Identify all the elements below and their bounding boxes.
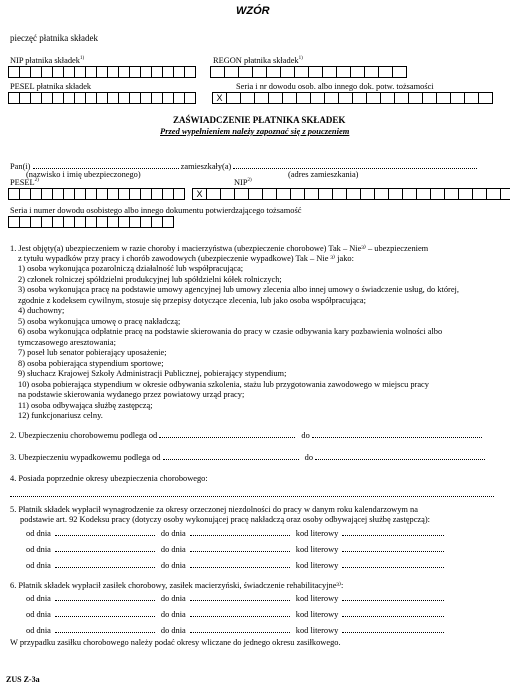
insurance-title-item: 4) duchowny; (18, 306, 65, 315)
char-box[interactable] (108, 66, 119, 78)
insured-nip-label: NIP$^{2)}$ (234, 178, 252, 187)
char-box[interactable] (75, 66, 86, 78)
period-row (26, 527, 450, 539)
char-box[interactable] (42, 216, 53, 228)
insured-pesel-label: PESEL$^{2)}$ (10, 178, 39, 187)
insurance-title-item: 11) osoba odbywająca służbę zastępczą; (18, 400, 153, 410)
char-box[interactable] (108, 188, 119, 200)
insured-id-series-grid[interactable] (8, 216, 174, 228)
insurance-title-item: na podstawie skierowania wydanego przez powiatowy urząd pracy; (18, 390, 245, 399)
payer-series-label: Seria i nr dowodu osob. albo innego dok. potw. tożsamości (236, 82, 434, 91)
char-box[interactable] (163, 92, 174, 104)
char-box[interactable] (64, 188, 75, 200)
char-box[interactable] (311, 92, 325, 104)
insured-name-hint: (nazwisko i imię ubezpieczonego) (26, 170, 141, 179)
char-box[interactable] (353, 92, 367, 104)
char-box[interactable] (108, 216, 119, 228)
char-box[interactable] (9, 188, 20, 200)
sickness-to-field[interactable] (312, 429, 482, 438)
period-to-label: do dnia (160, 610, 186, 619)
insured-name-field[interactable] (33, 160, 179, 169)
char-box[interactable] (9, 216, 20, 228)
char-box[interactable] (75, 92, 86, 104)
char-box[interactable] (75, 216, 86, 228)
document-title: ZAŚWIADCZENIE PŁATNIKA SKŁADEK (173, 115, 346, 125)
char-box[interactable] (86, 66, 97, 78)
char-box[interactable] (53, 188, 64, 200)
insured-nip-grid[interactable] (192, 188, 510, 200)
char-box[interactable] (227, 92, 241, 104)
char-box[interactable] (395, 92, 409, 104)
char-box[interactable] (119, 66, 130, 78)
char-box[interactable] (152, 66, 163, 78)
period-from-label: od dnia (26, 561, 51, 570)
insurance-title-item: 6) osoba wykonująca odpłatnie pracę na podstawie skierowania do pracy w czasie odbywania kary pozbawienia wolności albo (18, 327, 443, 336)
letter-code-field[interactable] (342, 543, 444, 552)
period-to-label: do dnia (160, 594, 186, 603)
period-to-field[interactable] (190, 624, 290, 633)
char-box[interactable] (465, 92, 479, 104)
char-box[interactable] (451, 92, 465, 104)
footer-note: W przypadku zasiłku chorobowego należy podać okresy wliczane do jednego okresu zasiłkowego. (10, 638, 341, 647)
char-box[interactable] (409, 92, 423, 104)
char-box[interactable] (487, 188, 501, 200)
insurance-title-item: 3) osoba wykonująca pracę na podstawie umowy agencyjnej lub umowy zlecenia albo innej umowy o świadczenie usług, do której, (18, 285, 459, 294)
payer-pesel-label: PESEL płatnika składek (10, 82, 92, 91)
char-box[interactable] (281, 66, 295, 78)
period-row (26, 592, 450, 604)
letter-code-field[interactable] (342, 592, 444, 601)
char-box[interactable] (185, 66, 196, 78)
char-box[interactable] (445, 188, 459, 200)
accident-insurance-row: 3. Ubezpieczeniu wypadkowemu podlega od do (10, 451, 485, 463)
period-from-label: od dnia (26, 529, 51, 538)
char-box[interactable] (291, 188, 305, 200)
document-instruction: Przed wypełnieniem należy zapoznać się z pouczeniem (160, 126, 350, 136)
section5-line1: 5. Płatnik składek wypłacił wynagrodzenie za okresy orzeczonej niezdolności do pracy w danym roku kalendarzowym na (10, 505, 418, 514)
char-box[interactable] (9, 92, 20, 104)
section5-line2: podstawie art. 92 Kodeksu pracy (dotyczy osoby wykonującej pracę nakładczą oraz osoby odbywającej służbę zastępczą): (20, 515, 430, 524)
period-to-field[interactable] (190, 559, 290, 568)
letter-code-label: kod literowy (295, 545, 339, 554)
period-to-field[interactable] (190, 527, 290, 536)
char-box[interactable] (75, 188, 86, 200)
char-box[interactable] (31, 188, 42, 200)
insured-id-series-label: Seria i numer dowodu osobistego albo innego dokumentu potwierdzającego tożsamość (10, 206, 302, 215)
char-box[interactable] (479, 92, 493, 104)
period-from-label: od dnia (26, 610, 51, 619)
char-box[interactable] (64, 66, 75, 78)
char-box[interactable] (417, 188, 431, 200)
payer-regon-grid[interactable] (210, 66, 407, 78)
char-box[interactable] (130, 92, 141, 104)
char-box[interactable] (253, 66, 267, 78)
accident-to-field[interactable] (315, 451, 485, 460)
insurance-title-item: 9) słuchacz Krajowej Szkoły Administracji Publicznej, pobierający stypendium; (18, 369, 287, 378)
char-box[interactable] (31, 92, 42, 104)
insurance-title-item: tymczasowego aresztowania; (18, 337, 116, 347)
period-from-label: od dnia (26, 545, 51, 554)
char-box[interactable] (163, 216, 174, 228)
form-title: WZÓR (236, 5, 270, 17)
char-box[interactable] (297, 92, 311, 104)
period-from-field[interactable] (55, 559, 155, 568)
char-box[interactable] (423, 92, 437, 104)
char-box[interactable] (119, 216, 130, 228)
payer-pesel-grid[interactable] (8, 92, 196, 104)
char-box[interactable] (333, 188, 347, 200)
char-box[interactable] (141, 216, 152, 228)
char-box[interactable] (381, 92, 395, 104)
section1-intro-line1: 1. Jest objęty(a) ubezpieczeniem w razie choroby i macierzyństwa (ubezpieczenie chorobowe) Tak – Nie³⁾ – ubezpieczeniem (10, 244, 429, 253)
char-box[interactable] (163, 66, 174, 78)
char-box[interactable] (431, 188, 445, 200)
char-box[interactable] (255, 92, 269, 104)
char-box[interactable] (174, 92, 185, 104)
period-from-field[interactable] (55, 624, 155, 633)
period-from-field[interactable] (55, 543, 155, 552)
char-box[interactable] (86, 188, 97, 200)
char-box[interactable] (119, 92, 130, 104)
char-box[interactable] (9, 66, 20, 78)
char-box[interactable] (403, 188, 417, 200)
char-box[interactable] (319, 188, 333, 200)
char-box[interactable] (361, 188, 375, 200)
marked-char-box[interactable]: X (213, 92, 227, 104)
char-box[interactable] (108, 92, 119, 104)
char-box[interactable] (42, 92, 53, 104)
char-box[interactable] (31, 216, 42, 228)
char-box[interactable] (269, 92, 283, 104)
period-to-label: do dnia (160, 626, 186, 635)
char-box[interactable] (263, 188, 277, 200)
char-box[interactable] (130, 188, 141, 200)
previous-periods-row (10, 488, 494, 500)
insurance-title-list (18, 264, 488, 422)
insurance-title-item: 12) funkcjonariusz celny. (18, 411, 103, 420)
char-box[interactable] (97, 188, 108, 200)
char-box[interactable] (141, 66, 152, 78)
char-box[interactable] (393, 66, 407, 78)
payer-nip-grid[interactable] (8, 66, 196, 78)
char-box[interactable] (152, 216, 163, 228)
char-box[interactable] (174, 188, 185, 200)
char-box[interactable] (437, 92, 451, 104)
char-box[interactable] (31, 66, 42, 78)
char-box[interactable] (130, 216, 141, 228)
period-to-label: do dnia (160, 561, 186, 570)
previous-periods-field[interactable] (10, 488, 494, 497)
char-box[interactable] (365, 66, 379, 78)
period-to-field[interactable] (190, 592, 290, 601)
char-box[interactable] (325, 92, 339, 104)
letter-code-label: kod literowy (295, 529, 339, 538)
char-box[interactable] (152, 92, 163, 104)
period-to-label: do dnia (160, 545, 186, 554)
period-from-field[interactable] (55, 527, 155, 536)
char-box[interactable] (42, 66, 53, 78)
char-box[interactable] (20, 216, 31, 228)
insurance-title-item: 10) osoba pobierająca stypendium w okresie odbywania szkolenia, stażu lub przygotowania zawodowego w miejscu pracy (18, 379, 429, 389)
char-box[interactable] (130, 66, 141, 78)
char-box[interactable] (86, 216, 97, 228)
insurance-title-item: 7) poseł lub senator pobierający uposażenie; (18, 348, 167, 357)
char-box[interactable] (375, 188, 389, 200)
char-box[interactable] (53, 92, 64, 104)
period-row (26, 624, 450, 636)
char-box[interactable] (64, 216, 75, 228)
period-row (26, 543, 450, 555)
char-box[interactable] (309, 66, 323, 78)
insurance-title-item: 5) osoba wykonująca umowę o pracę nakładczą; (18, 316, 181, 326)
char-box[interactable] (141, 188, 152, 200)
seal-label: pieczęć płatnika składek (10, 33, 98, 43)
insurance-title-item: 8) osoba pobierająca stypendium sportowe; (18, 358, 164, 368)
payer-id-series-grid[interactable] (212, 92, 493, 104)
sickness-insurance-row: 2. Ubezpieczeniu chorobowemu podlega od do (10, 429, 482, 441)
insured-pesel-grid[interactable] (8, 188, 185, 200)
accident-from-field[interactable] (163, 451, 299, 460)
char-box[interactable] (221, 188, 235, 200)
char-box[interactable] (367, 92, 381, 104)
char-box[interactable] (141, 92, 152, 104)
payer-nip-label: NIP płatnika składek$^{1)}$ (10, 56, 85, 65)
char-box[interactable] (473, 188, 487, 200)
section1-intro-line2: z tytułu wypadków przy pracy i chorób zawodowych (ubezpieczenie wypadkowe) Tak – Nie ³⁾ jako: (18, 254, 354, 263)
period-to-label: do dnia (160, 529, 186, 538)
period-from-label: od dnia (26, 594, 51, 603)
char-box[interactable] (323, 66, 337, 78)
insurance-title-item: 2) członek rolniczej spółdzielni produkcyjnej lub spółdzielni kółek rolniczych; (18, 274, 282, 284)
char-box[interactable] (53, 66, 64, 78)
char-box[interactable] (20, 66, 31, 78)
payer-regon-label: REGON płatnika składek$^{1)}$ (213, 56, 303, 65)
char-box[interactable] (207, 188, 221, 200)
insured-address-hint: (adres zamieszkania) (288, 170, 359, 179)
char-box[interactable] (86, 92, 97, 104)
letter-code-label: kod literowy (295, 610, 339, 619)
char-box[interactable] (239, 66, 253, 78)
char-box[interactable] (20, 92, 31, 104)
letter-code-field[interactable] (342, 624, 444, 633)
char-box[interactable] (97, 92, 108, 104)
char-box[interactable] (97, 216, 108, 228)
char-box[interactable] (501, 188, 510, 200)
char-box[interactable] (295, 66, 309, 78)
sickness-from-field[interactable] (159, 429, 295, 438)
char-box[interactable] (379, 66, 393, 78)
char-box[interactable] (459, 188, 473, 200)
previous-periods-label: 4. Posiada poprzednie okresy ubezpieczenia chorobowego: (10, 474, 208, 483)
char-box[interactable] (249, 188, 263, 200)
period-from-field[interactable] (55, 592, 155, 601)
letter-code-field[interactable] (342, 559, 444, 568)
char-box[interactable] (339, 92, 353, 104)
char-box[interactable] (277, 188, 291, 200)
char-box[interactable] (119, 188, 130, 200)
char-box[interactable] (225, 66, 239, 78)
marked-char-box[interactable]: X (193, 188, 207, 200)
char-box[interactable] (211, 66, 225, 78)
period-row (26, 608, 450, 620)
char-box[interactable] (351, 66, 365, 78)
char-box[interactable] (185, 92, 196, 104)
period-to-field[interactable] (190, 608, 290, 617)
period-row (26, 559, 450, 571)
char-box[interactable] (267, 66, 281, 78)
char-box[interactable] (235, 188, 249, 200)
period-from-field[interactable] (55, 608, 155, 617)
char-box[interactable] (20, 188, 31, 200)
char-box[interactable] (389, 188, 403, 200)
char-box[interactable] (163, 188, 174, 200)
char-box[interactable] (337, 66, 351, 78)
char-box[interactable] (42, 188, 53, 200)
letter-code-field[interactable] (342, 608, 444, 617)
char-box[interactable] (241, 92, 255, 104)
char-box[interactable] (283, 92, 297, 104)
char-box[interactable] (305, 188, 319, 200)
insured-address-field[interactable] (233, 160, 477, 169)
char-box[interactable] (347, 188, 361, 200)
period-from-label: od dnia (26, 626, 51, 635)
letter-code-label: kod literowy (295, 626, 339, 635)
period-to-field[interactable] (190, 543, 290, 552)
letter-code-field[interactable] (342, 527, 444, 536)
char-box[interactable] (174, 66, 185, 78)
char-box[interactable] (64, 92, 75, 104)
section6-line1: 6. Płatnik składek wypłacił zasiłek chorobowy, zasiłek macierzyński, świadczenie rehabilitacyjne³⁾: (10, 581, 344, 590)
insurance-title-item: 1) osoba wykonująca pozarolniczą działalność lub współpracująca; (18, 264, 244, 273)
char-box[interactable] (152, 188, 163, 200)
letter-code-label: kod literowy (295, 561, 339, 570)
insured-name-row: Pan(i) zamieszkały(a) (10, 160, 494, 172)
char-box[interactable] (97, 66, 108, 78)
form-code: ZUS Z-3a (6, 675, 40, 684)
char-box[interactable] (53, 216, 64, 228)
insurance-title-item: zgodnie z kodeksem cywilnym, stosuje się przepisy dotyczące zlecenia, lub jako osoba współpracująca; (18, 295, 366, 305)
letter-code-label: kod literowy (295, 594, 339, 603)
